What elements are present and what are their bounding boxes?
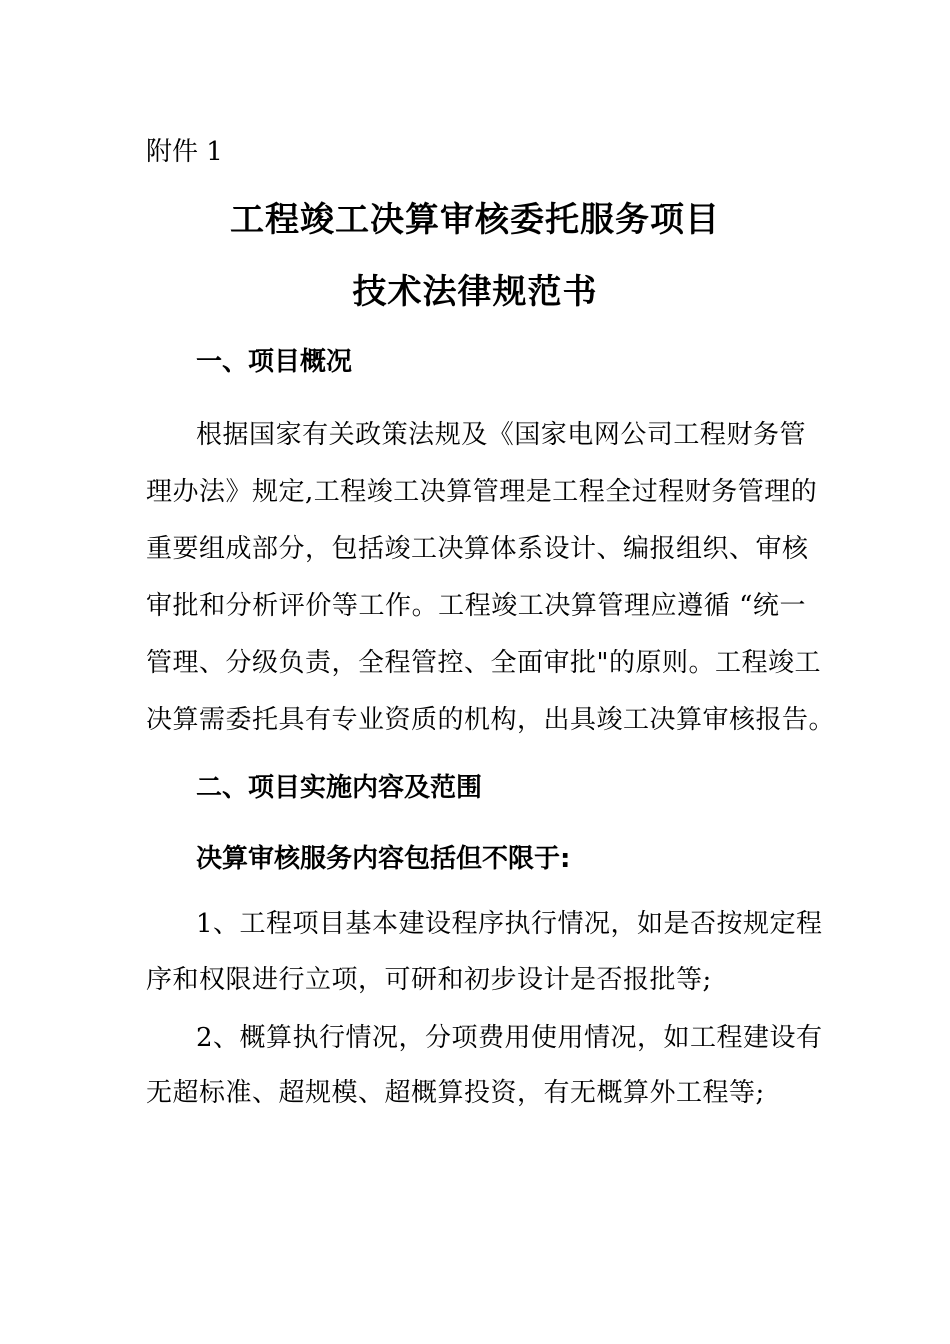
section2-heading: 二、项目实施内容及范围: [196, 773, 483, 803]
list-item-line: 序和权限进行立项，可研和初步设计是否报批等;: [146, 965, 712, 995]
paragraph-line: 管理、分级负责，全程管控、全面审批"的原则。工程竣工: [146, 648, 821, 678]
paragraph-line: 根据国家有关政策法规及《国家电网公司工程财务管: [196, 420, 806, 450]
attachment-label: 附件 1: [146, 137, 223, 167]
document-title-line2: 技术法律规范书: [352, 272, 598, 312]
paragraph-line: 理办法》规定,工程竣工决算管理是工程全过程财务管理的: [146, 477, 818, 507]
section2-subheading: 决算审核服务内容包括但不限于:: [196, 844, 571, 874]
list-item-line: 2、概算执行情况，分项费用使用情况，如工程建设有: [196, 1023, 823, 1053]
list-item-line: 无超标准、超规模、超概算投资，有无概算外工程等;: [146, 1078, 765, 1108]
paragraph-line: 决算需委托具有专业资质的机构，出具竣工决算审核报告。: [146, 705, 836, 735]
list-item-line: 1、工程项目基本建设程序执行情况，如是否按规定程: [196, 909, 823, 939]
paragraph-line: 重要组成部分，包括竣工决算体系设计、编报组织、审核: [146, 534, 809, 564]
section1-heading: 一、项目概况: [196, 347, 353, 377]
document-title-line1: 工程竣工决算审核委托服务项目: [230, 200, 720, 240]
paragraph-line: 审批和分析评价等工作。工程竣工决算管理应遵循 “统一: [146, 591, 806, 621]
